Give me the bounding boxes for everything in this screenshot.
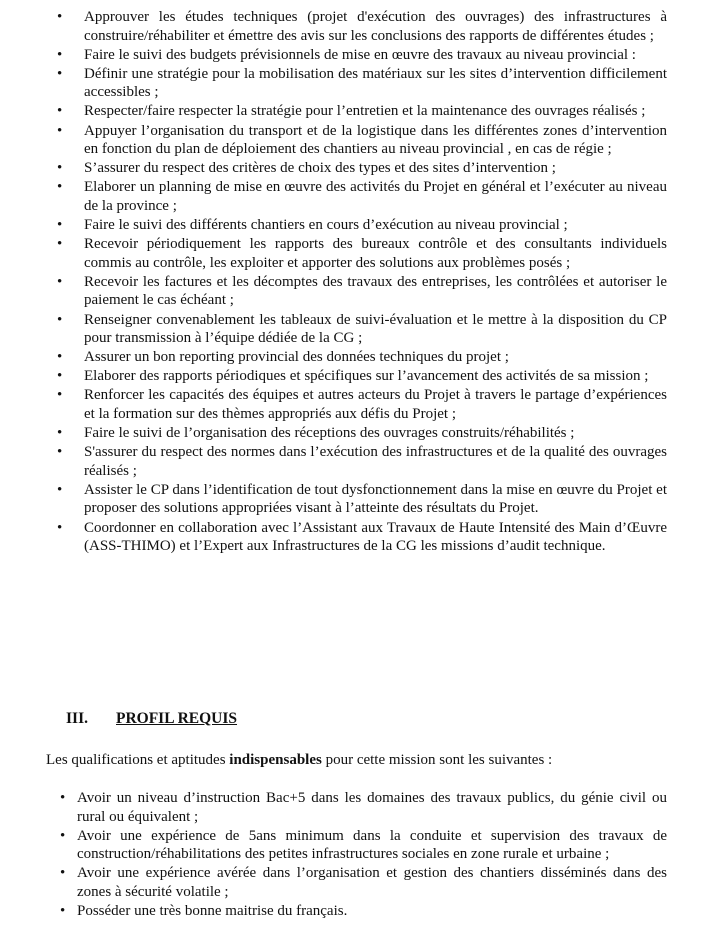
list-item: • S'assurer du respect des normes dans l’exécution des infrastructures et de la qualité des ouvrages réalisés ;	[0, 443, 711, 480]
list-item: • Faire le suivi des différents chantiers en cours d’exécution au niveau provincial ;	[0, 216, 711, 235]
list-item: • Renseigner convenablement les tableaux de suivi-évaluation et le mettre à la disposition du CP pour transmission à l’équipe dédiée de la CG ;	[0, 311, 711, 348]
list-item: • Assister le CP dans l’identification de tout dysfonctionnement dans la mise en œuvre du Projet et proposer des solutions appropriées visant à l’atteinte des résultats du Projet.	[0, 481, 711, 518]
list-item: • Approuver les études techniques (projet d'exécution des ouvrages) des infrastructures à construire/réhabiliter et émettre des avis sur les conclusions des rapports de différentes études ;	[0, 8, 711, 45]
list-item: • Avoir une expérience de 5ans minimum dans la conduite et supervision des travaux de construction/réhabilitations des petites infrastructures sociales en zone rurale et urbaine ;	[0, 827, 711, 864]
list-item: • Définir une stratégie pour la mobilisation des matériaux sur les sites d’intervention difficilement accessibles ;	[0, 65, 711, 102]
section-title: PROFIL REQUIS	[116, 710, 238, 727]
list-item: • Assurer un bon reporting provincial des données techniques du projet ;	[0, 348, 711, 367]
list-item: • Posséder une très bonne maitrise du français.	[0, 902, 711, 921]
intro-text-after: pour cette mission sont les suivantes :	[321, 752, 553, 768]
intro-text-before: Les qualifications et aptitudes	[46, 752, 230, 768]
list-item: • Coordonner en collaboration avec l’Assistant aux Travaux de Haute Intensité des Main d’Œuvre (ASS-THIMO) et l’Expert aux Infrastructures de la CG les missions d’audit technique.	[0, 519, 711, 556]
intro-paragraph	[46, 751, 686, 770]
list-item: • Faire le suivi des budgets prévisionnels de mise en œuvre des travaux au niveau provincial :	[0, 46, 711, 65]
list-item: • Appuyer l’organisation du transport et de la logistique dans les différentes zones d’intervention en fonction du plan de déploiement des chantiers au niveau provincial , en cas de régie ;	[0, 122, 711, 159]
list-item: • Recevoir les factures et les décomptes des travaux des entreprises, les contrôlées et autoriser le paiement le cas échéant ;	[0, 273, 711, 310]
list-item: • S’assurer du respect des critères de choix des types et des sites d’intervention ;	[0, 159, 711, 178]
list-item: • Recevoir périodiquement les rapports des bureaux contrôle et des consultants individuels commis au contrôle, les exploiter et apporter des solutions aux problèmes posés ;	[0, 235, 711, 272]
list-item: • Avoir un niveau d’instruction Bac+5 dans les domaines des travaux publics, du génie civil ou rural ou équivalent ;	[0, 789, 711, 826]
list-item: • Respecter/faire respecter la stratégie pour l’entretien et la maintenance des ouvrages réalisés ;	[0, 102, 711, 121]
task-list	[0, 8, 711, 556]
list-item: • Elaborer un planning de mise en œuvre des activités du Projet en général et l’exécuter au niveau de la province ;	[0, 178, 711, 215]
list-item: • Renforcer les capacités des équipes et autres acteurs du Projet à travers le partage d’expériences et la formation sur des thèmes appropriés aux défis du Projet ;	[0, 386, 711, 423]
list-item: • Avoir une expérience avérée dans l’organisation et gestion des chantiers disséminés dans des zones à sécurité volatile ;	[0, 864, 711, 901]
list-item: • Faire le suivi de l’organisation des réceptions des ouvrages construits/réhabilités ;	[0, 424, 711, 443]
intro-emphasis: indispensables	[229, 752, 322, 768]
section-heading	[66, 710, 237, 729]
requirements-list	[0, 789, 711, 921]
section-number: III.	[66, 710, 88, 727]
list-item: • Elaborer des rapports périodiques et spécifiques sur l’avancement des activités de sa mission ;	[0, 367, 711, 386]
